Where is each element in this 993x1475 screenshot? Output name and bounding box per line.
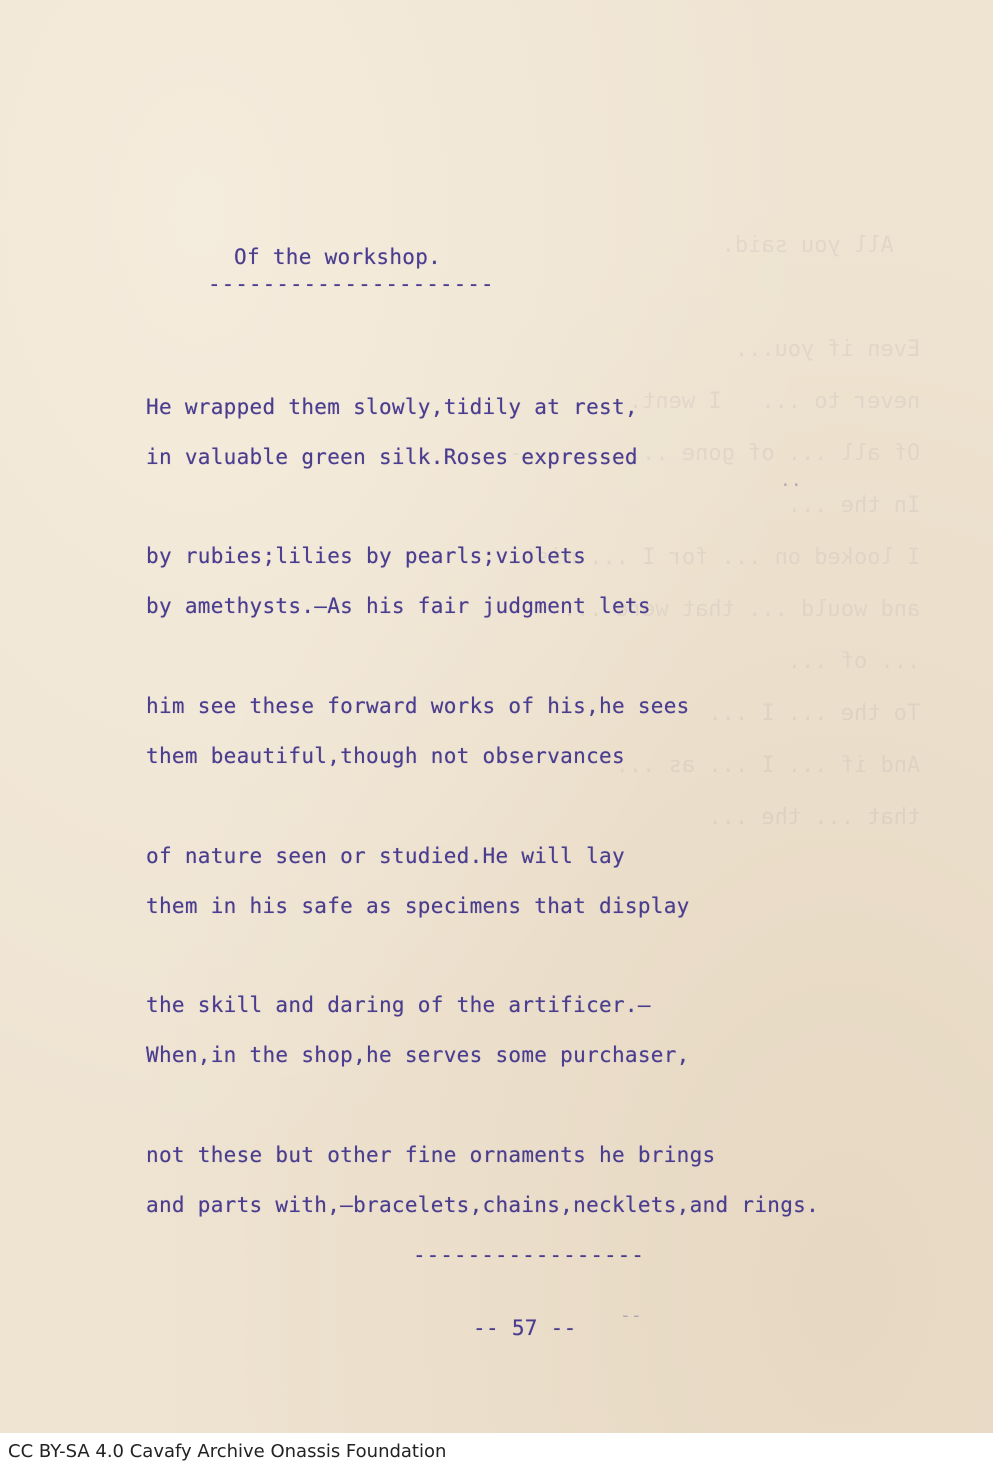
poem-line-3: by rubies;lilies by pearls;violets xyxy=(146,544,587,568)
stray-mark: .. xyxy=(780,470,802,491)
poem-line-2: in valuable green silk.Roses expressed xyxy=(146,445,638,469)
title-underline: --------------------- xyxy=(208,272,495,296)
bleed-through-text: All you said. Even if you... never to ... I went. Of all ... of gone ... --------- In the ... I looked on ... for I ... mist and would ... that were ... ... of ... To the ... I ... And if ... I ... as ... that ... the ... xyxy=(483,233,921,830)
poem-line-9: the skill and daring of the artificer.— xyxy=(146,993,651,1017)
poem-line-4: by amethysts.—As his fair judgment lets xyxy=(146,594,651,618)
poem-title: Of the workshop. xyxy=(234,245,442,269)
poem-line-11: not these but other fine ornaments he brings xyxy=(146,1143,716,1167)
poem-line-8: them in his safe as specimens that display xyxy=(146,894,690,918)
attribution-credit: CC BY-SA 4.0 Cavafy Archive Onassis Foundation xyxy=(8,1441,447,1462)
poem-line-10: When,in the shop,he serves some purchaser, xyxy=(146,1043,690,1067)
poem-line-1: He wrapped them slowly,tidily at rest, xyxy=(146,395,638,419)
poem-line-7: of nature seen or studied.He will lay xyxy=(146,844,625,868)
closing-rule: ----------------- xyxy=(413,1243,645,1267)
page-number: -- 57 -- xyxy=(473,1316,577,1340)
stray-mark: -- xyxy=(620,1305,642,1326)
poem-line-6: them beautiful,though not observances xyxy=(146,744,625,768)
poem-line-12: and parts with,—bracelets,chains,necklets,and rings. xyxy=(146,1193,820,1217)
poem-line-5: him see these forward works of his,he sees xyxy=(146,694,690,718)
